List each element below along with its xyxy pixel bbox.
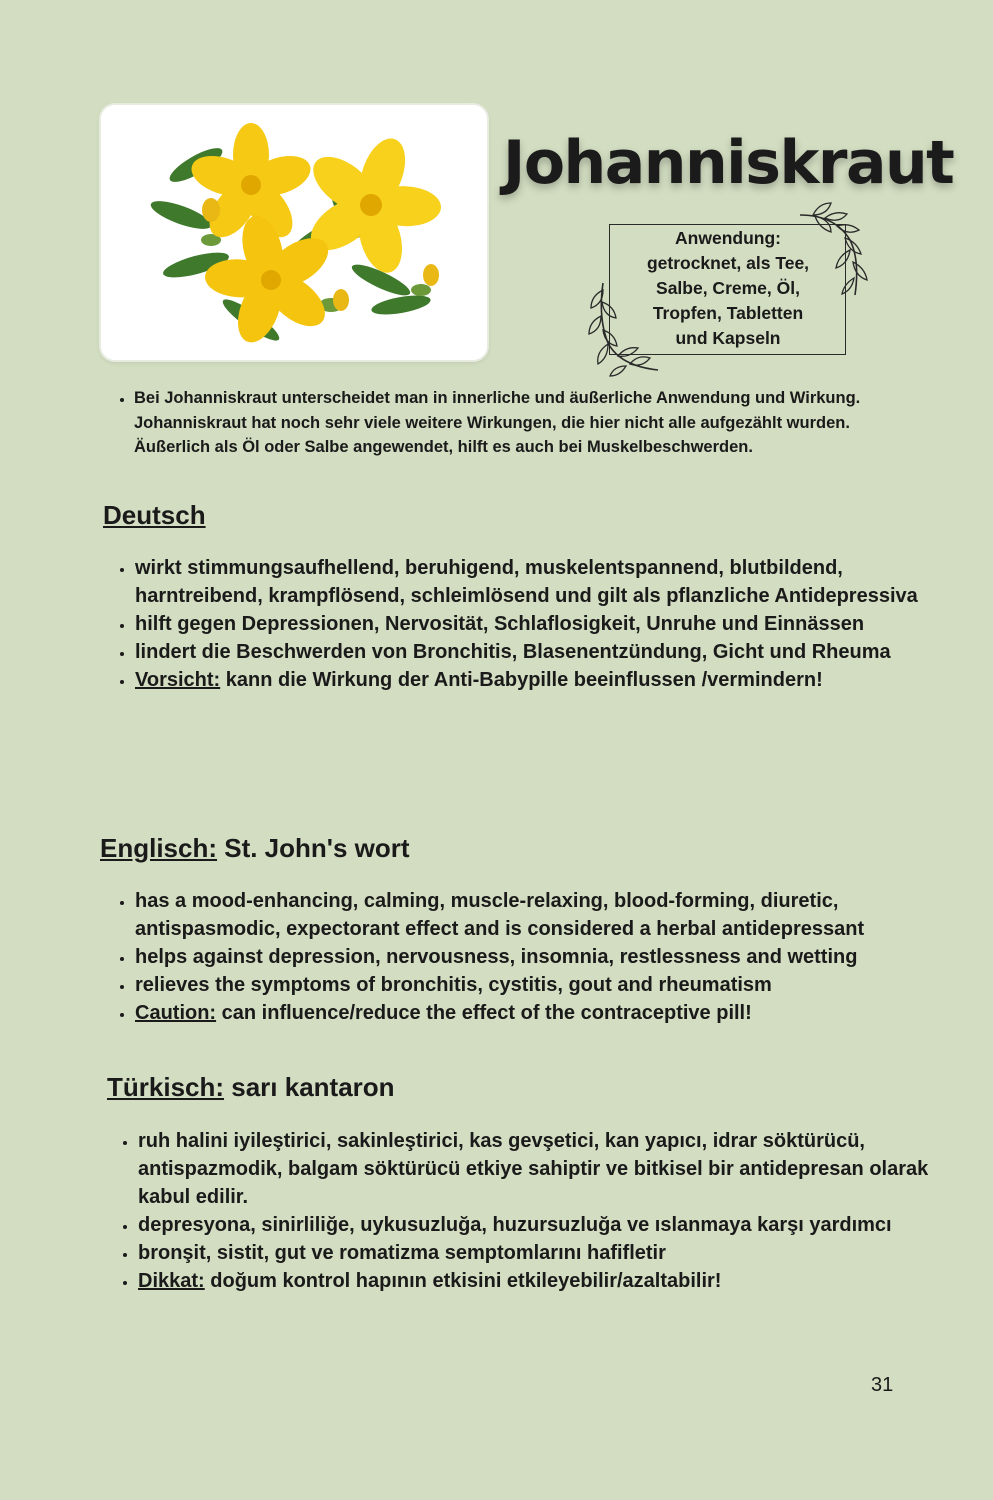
warning-text: can influence/reduce the effect of the contraceptive pill! [216, 1002, 752, 1024]
list-item: • has a mood-enhancing, calming, muscle-relaxing, blood-forming, diuretic, antispasmodic, expectorant effect and is considered a herbal antidepressant [135, 887, 935, 943]
english-heading [100, 833, 410, 864]
turkish-heading-label: Türkisch: [107, 1072, 225, 1102]
english-list [101, 887, 935, 1027]
list-item: • bronşit, sistit, gut ve romatizma semptomlarını hafifletir [138, 1239, 933, 1267]
turkish-plant-name: sarı kantaron [224, 1072, 395, 1102]
english-plant-name: St. John's wort [217, 833, 410, 863]
page-title: Johanniskraut [503, 128, 954, 198]
warning-item [135, 999, 935, 1027]
warning-item [135, 666, 925, 694]
warning-label: Dikkat: [138, 1270, 205, 1292]
intro-item: • Bei Johanniskraut unterscheidet man in innerliche und äußerliche Anwendung und Wirkung. Johanniskraut hat noch sehr viele weitere Wirkungen, die hier nicht alle aufgezählt wurden. Äußerlich als Öl oder Salbe angewendet, hilft es auch bei Muskelbeschwerden. [134, 386, 914, 460]
list-item: • ruh halini iyileştirici, sakinleştirici, kas gevşetici, kan yapıcı, idrar söktürücü, antispazmodik, balgam söktürücü etkiye sahiptir ve bitkisel bir antidepresan olarak kabul edilir. [138, 1127, 933, 1211]
turkish-heading [107, 1072, 395, 1103]
warning-label: Caution: [135, 1002, 217, 1024]
usage-text: Anwendung: getrocknet, als Tee, Salbe, Creme, Öl, Tropfen, Tabletten und Kapseln [646, 228, 810, 348]
page-number: 31 [871, 1374, 894, 1396]
list-item: • depresyona, sinirliliğe, uykusuzluğa, huzursuzluğa ve ıslanmaya karşı yardımcı [138, 1211, 933, 1239]
turkish-list [104, 1127, 933, 1295]
warning-text: kann die Wirkung der Anti-Babypille beeinflussen /vermindern! [220, 669, 823, 691]
list-item: • hilft gegen Depressionen, Nervosität, Schlaflosigkeit, Unruhe und Einnässen [135, 610, 925, 638]
german-heading-label: Deutsch [103, 500, 206, 530]
german-heading [103, 500, 206, 531]
list-item: • helps against depression, nervousness, insomnia, restlessness and wetting [135, 943, 935, 971]
list-item: • relieves the symptoms of bronchitis, cystitis, gout and rheumatism [135, 971, 935, 999]
list-item: • lindert die Beschwerden von Bronchitis, Blasenentzündung, Gicht und Rheuma [135, 638, 925, 666]
intro-list [110, 386, 914, 460]
list-item: • wirkt stimmungsaufhellend, beruhigend, muskelentspannend, blutbildend, harntreibend, krampflösend, schleimlösend und gilt als pflanzliche Antidepressiva [135, 554, 925, 610]
flower-photo [101, 105, 487, 360]
warning-text: doğum kontrol hapının etkisini etkileyebilir/azaltabilir! [204, 1270, 722, 1292]
st-johns-wort-flower-photo [101, 105, 487, 360]
german-list [101, 554, 925, 694]
warning-item [138, 1267, 933, 1295]
warning-label: Vorsicht: [135, 669, 221, 691]
english-heading-label: Englisch: [100, 833, 218, 863]
